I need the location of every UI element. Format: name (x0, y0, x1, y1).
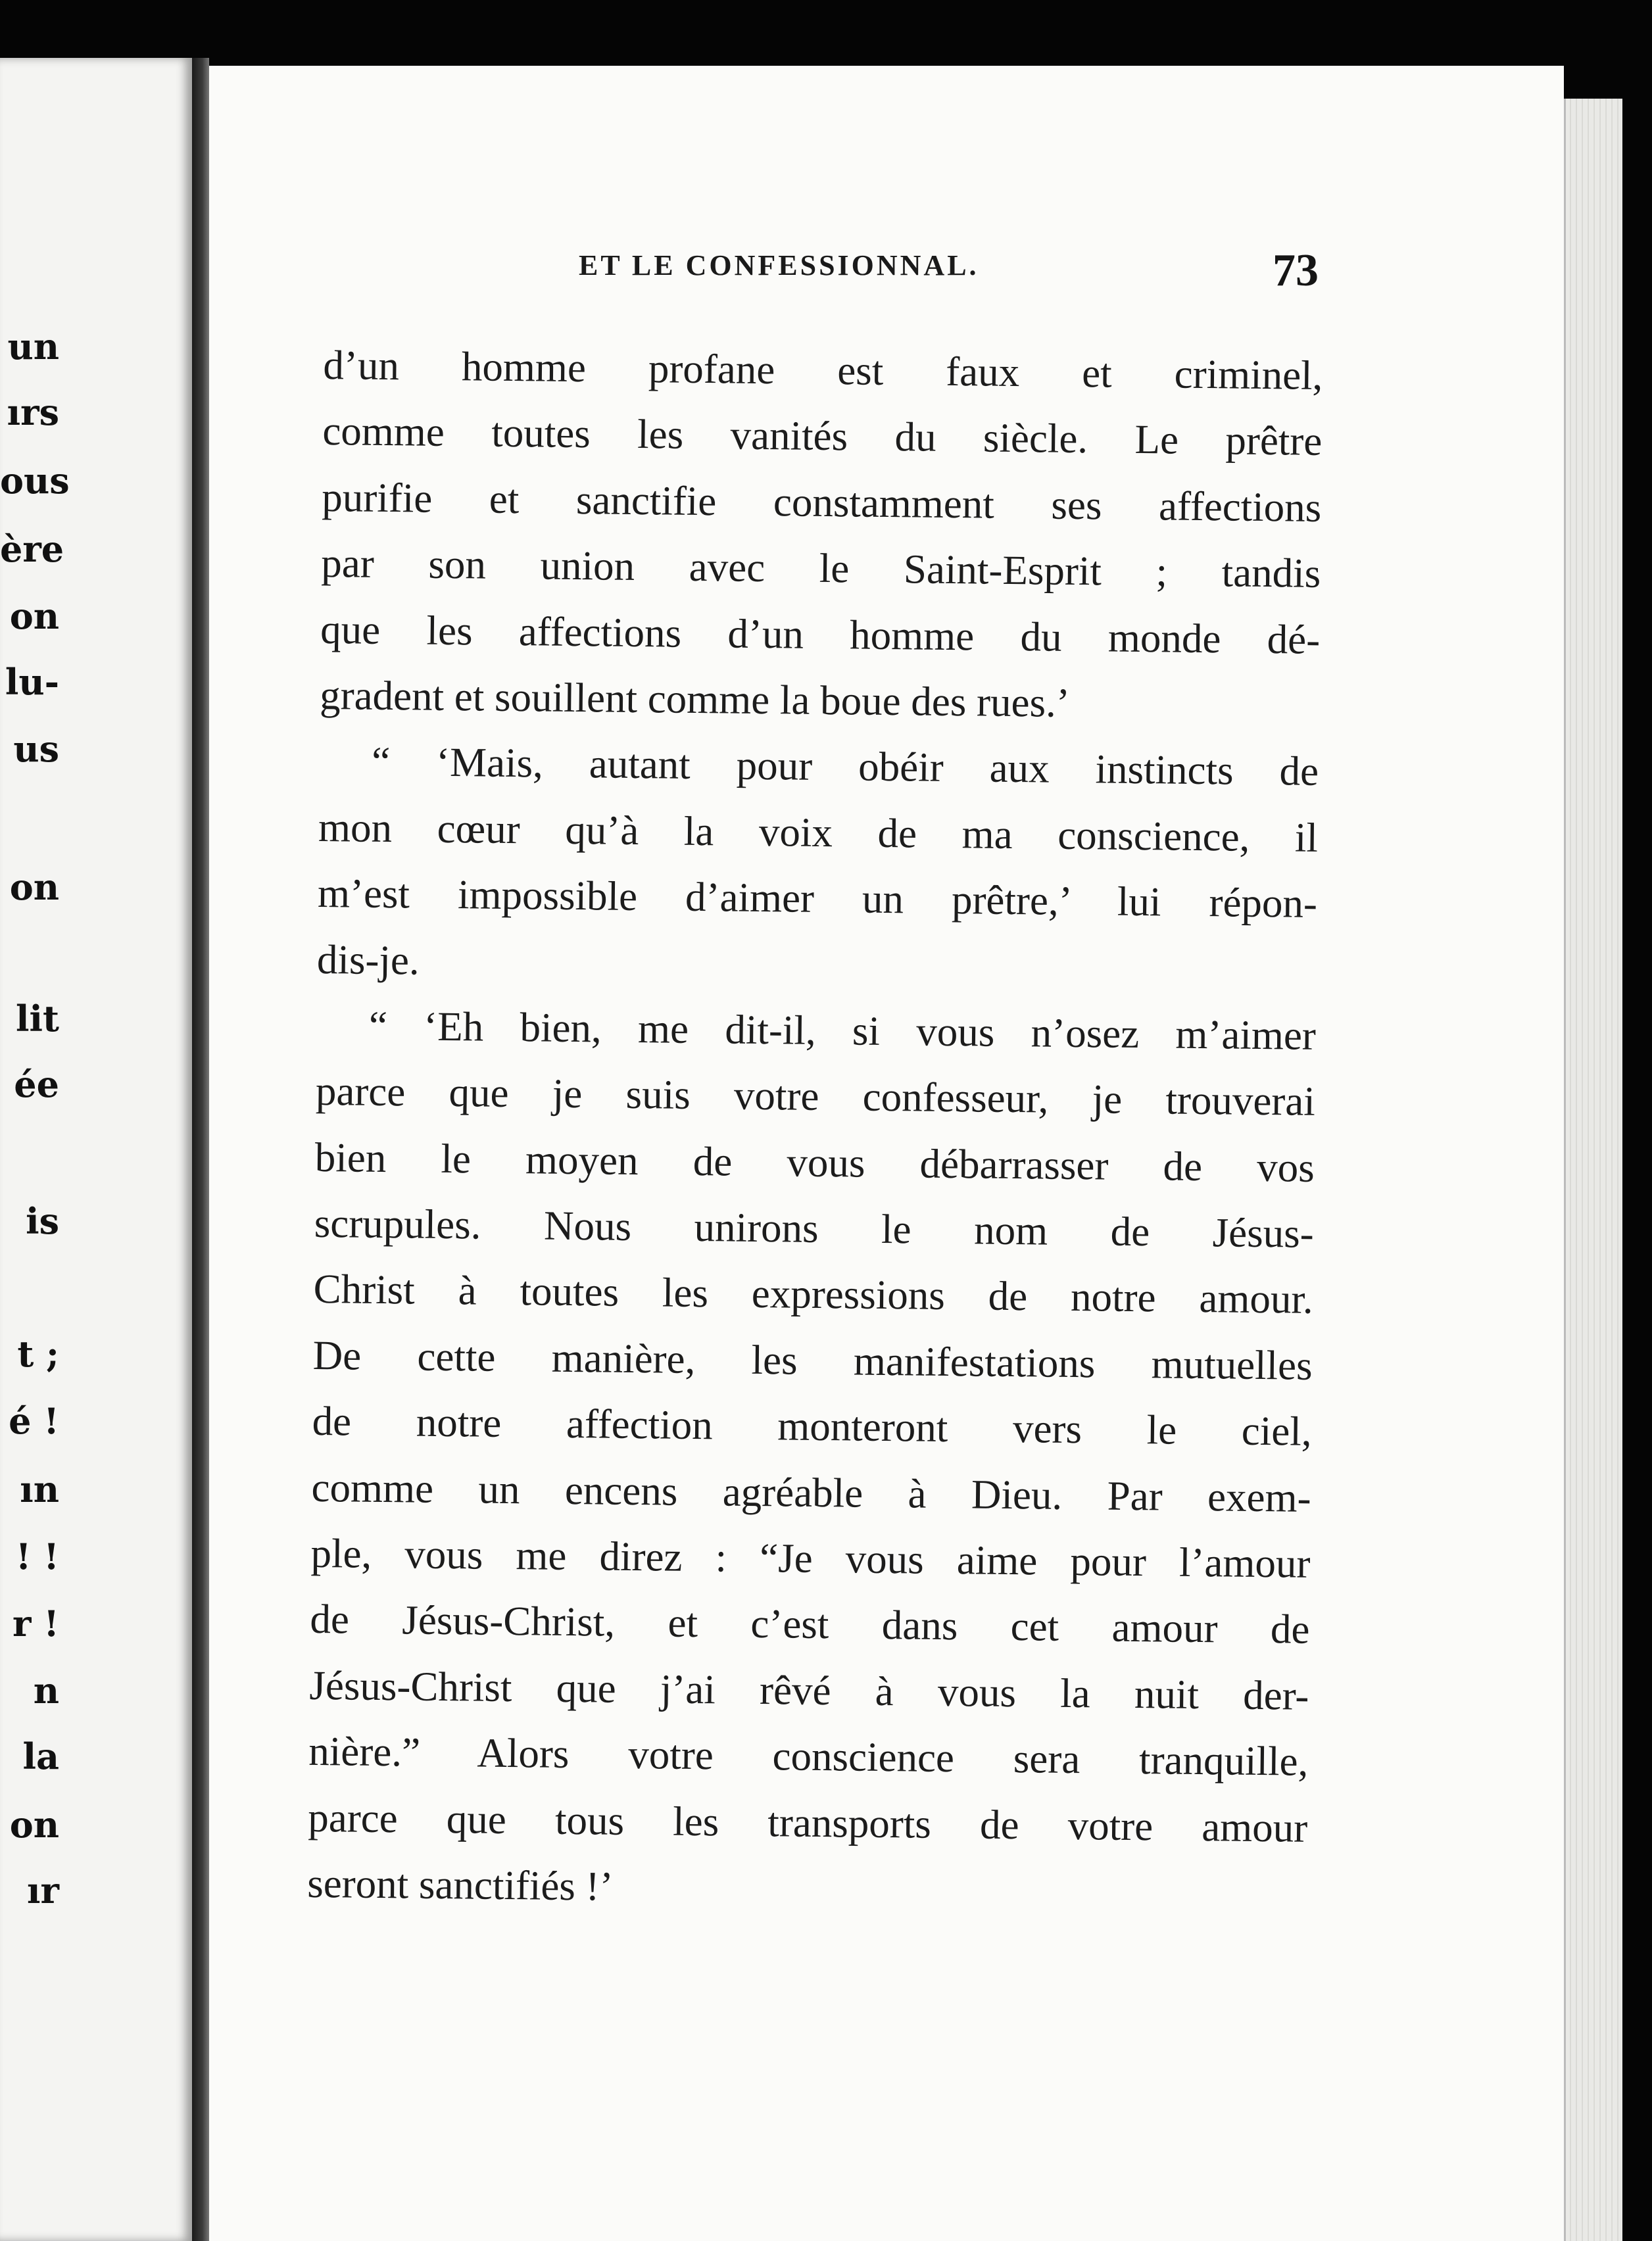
facing-page-fragment: ın (20, 1468, 59, 1510)
facing-page-fragment: ous (0, 460, 70, 502)
facing-page-fragment: on (9, 1804, 59, 1846)
text-line: que les affections d’un homme du monde dé- (320, 606, 1321, 663)
facing-page-fragment: ırs (7, 391, 59, 433)
text-line: purifie et sanctifie constamment ses affections (322, 473, 1322, 531)
text-line: Christ à toutes les expressions de notre amour. (313, 1266, 1314, 1323)
facing-page-fragment: un (7, 325, 59, 368)
facing-page-fragment: ır (27, 1869, 59, 1912)
facing-page-fragment: é ! (9, 1400, 59, 1442)
text-line: dis-je. (316, 936, 420, 984)
text-line: Jésus-Christ que j’ai rêvé à vous la nuit der- (309, 1662, 1309, 1719)
text-line: mon cœur qu’à la voix de ma conscience, il (318, 804, 1319, 861)
text-line: bien le moyen de vous débarrasser de vos (314, 1134, 1315, 1191)
text-line: de Jésus-Christ, et c’est dans cet amour de (310, 1596, 1310, 1653)
text-line: parce que je suis votre confesseur, je trouverai (315, 1068, 1316, 1125)
text-line: “ ‘Mais, autant pour obéir aux instincts de (371, 738, 1319, 795)
facing-page-fragment: lu- (5, 661, 59, 703)
text-line: d’un homme profane est faux et criminel, (323, 341, 1323, 398)
text-line: parce que tous les transports de votre amour (307, 1794, 1308, 1851)
facing-page-fragment: n (33, 1670, 59, 1712)
text-line: De cette manière, les manifestations mutuelles (312, 1332, 1313, 1389)
text-line: par son union avec le Saint-Esprit ; tandis (320, 540, 1321, 597)
text-line: seront sanctifiés !’ (306, 1860, 614, 1910)
facing-page-fragment: t ; (17, 1333, 59, 1375)
facing-page-fragment: r ! (12, 1602, 59, 1645)
text-line: de notre affection monteront vers le ciel, (312, 1398, 1312, 1455)
facing-page-fragment: on (9, 595, 59, 637)
text-line: ple, vous me direz : “Je vous aime pour l’amour (310, 1530, 1311, 1587)
facing-page-fragment: ée (14, 1063, 59, 1105)
facing-page-fragment: ère (0, 528, 64, 570)
facing-page-fragment: us (13, 728, 59, 770)
text-line: comme toutes les vanités du siècle. Le prêtre (322, 408, 1323, 465)
page-block-edges (1564, 99, 1622, 2241)
text-line: “ ‘Eh bien, me dit-il, si vous n’osez m’aimer (368, 1002, 1317, 1059)
text-line: gradent et souillent comme la boue des rues.’ (319, 671, 1071, 726)
facing-page-fragment: on (9, 866, 59, 908)
page-body-text (307, 332, 1323, 1927)
facing-page-fragment: is (26, 1200, 59, 1242)
facing-page-fragment: ! ! (15, 1535, 59, 1578)
text-line: nière.” Alors votre conscience sera tranquille, (308, 1728, 1309, 1785)
facing-page-fragment: lit (16, 998, 59, 1040)
text-line: comme un encens agréable à Dieu. Par exem- (311, 1464, 1311, 1521)
facing-page-fragment: la (22, 1735, 59, 1777)
book-gutter (192, 58, 209, 2241)
text-line: scrupules. Nous unirons le nom de Jésus- (314, 1200, 1315, 1257)
text-line: m’est impossible d’aimer un prêtre,’ lui répon- (317, 870, 1318, 927)
page-number: 73 (1273, 245, 1319, 296)
facing-page-edge (0, 58, 192, 2241)
running-head: ET LE CONFESSIONNAL. (579, 249, 979, 281)
